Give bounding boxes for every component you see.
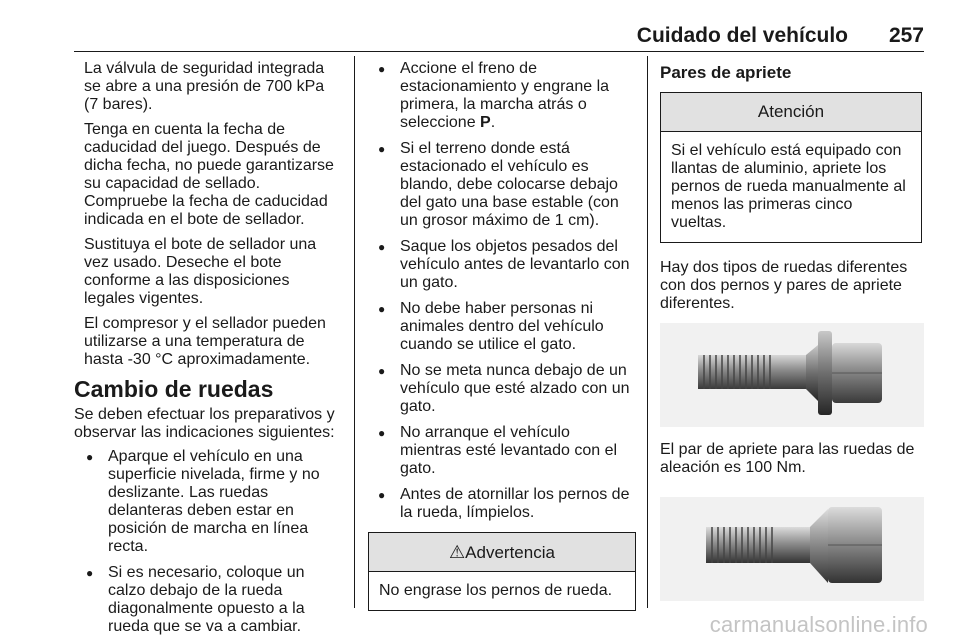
warning-icon: ⚠ xyxy=(449,542,466,562)
list-item: ● Accione el freno de estacionamiento y engrane la primera, la marcha atrás o seleccione P. xyxy=(378,60,634,132)
column-2 xyxy=(378,60,634,611)
warning-box xyxy=(368,532,636,611)
warning-header xyxy=(369,533,635,572)
list-item: ● No debe haber personas ni animales dentro del vehículo cuando se utilice el gato. xyxy=(378,300,634,354)
paragraph: Tenga en cuenta la fecha de caducidad del juego. Después de dicha fecha, no puede garantizarse su capacidad de sellado. Compruebe la fecha de caducidad indicada en el bote de sellador. xyxy=(84,121,334,228)
alloy-wheel-bolt-icon xyxy=(660,497,924,601)
wheel-bolt-with-washer-icon xyxy=(660,323,924,427)
list-item: ● Antes de atornillar los pernos de la rueda, límpielos. xyxy=(378,486,634,522)
paragraph: El compresor y el sellador pueden utilizarse a una temperatura de hasta -30 °C aproximadamente. xyxy=(84,315,326,368)
header-rule xyxy=(74,51,924,52)
list-item: ● Saque los objetos pesados del vehículo antes de levantarlo con un gato. xyxy=(378,238,634,292)
paragraph: Hay dos tipos de ruedas diferentes con dos pernos y pares de apriete diferentes. xyxy=(660,259,908,312)
column-divider-2 xyxy=(647,56,648,608)
section-lead: Se deben efectuar los preparativos y observar las indicaciones siguientes: xyxy=(74,406,335,441)
list-item: ● Si el terreno donde está estacionado el vehículo es blando, debe colocarse debajo del gato una base estable (con un grosor máximo de 1 cm). xyxy=(378,140,634,230)
alloy-wheel-bolt-image xyxy=(660,497,924,601)
warning-title: Advertencia xyxy=(465,543,555,562)
list-item: ● No se meta nunca debajo de un vehículo que esté alzado con un gato. xyxy=(378,362,634,416)
column-1 xyxy=(74,60,342,644)
list-item: ● Si es necesario, coloque un calzo debajo de la rueda diagonalmente opuesto a la rueda que se va a cambiar. xyxy=(86,564,342,636)
list-item: ● Aparque el vehículo en una superficie nivelada, firme y no deslizante. Las ruedas delanteras deben estar en posición de marcha en línea recta. xyxy=(86,448,342,556)
section-heading: Cambio de ruedas xyxy=(74,376,274,402)
column-divider-1 xyxy=(354,56,355,608)
bullet-list xyxy=(378,60,634,522)
list-item: ● No arranque el vehículo mientras esté levantado con el gato. xyxy=(378,424,634,478)
wheel-bolt-with-washer-image xyxy=(660,323,924,427)
section-heading: Pares de apriete xyxy=(660,63,792,82)
bullet-list xyxy=(86,448,342,636)
page-number: 257 xyxy=(888,24,924,47)
watermark: carmanualsonline.info xyxy=(709,612,928,637)
paragraph: La válvula de seguridad integrada se abre a una presión de 700 kPa (7 bares). xyxy=(84,60,325,113)
page-header xyxy=(0,0,960,52)
paragraph: Sustituya el bote de sellador una vez usado. Deseche el bote conforme a las disposiciones legales vigentes. xyxy=(84,236,317,307)
attention-text: Si el vehículo está equipado con llantas de aluminio, apriete los pernos de rueda manualmente al menos las primeras cinco vueltas. xyxy=(671,142,906,231)
paragraph: El par de apriete para las ruedas de aleación es 100 Nm. xyxy=(660,441,915,476)
gear-position-p: P xyxy=(480,114,491,131)
attention-box xyxy=(660,92,922,243)
column-3 xyxy=(662,60,926,615)
warning-text: No engrase los pernos de rueda. xyxy=(379,582,613,599)
attention-header: Atención xyxy=(661,93,921,132)
chapter-title: Cuidado del vehículo xyxy=(636,24,848,47)
